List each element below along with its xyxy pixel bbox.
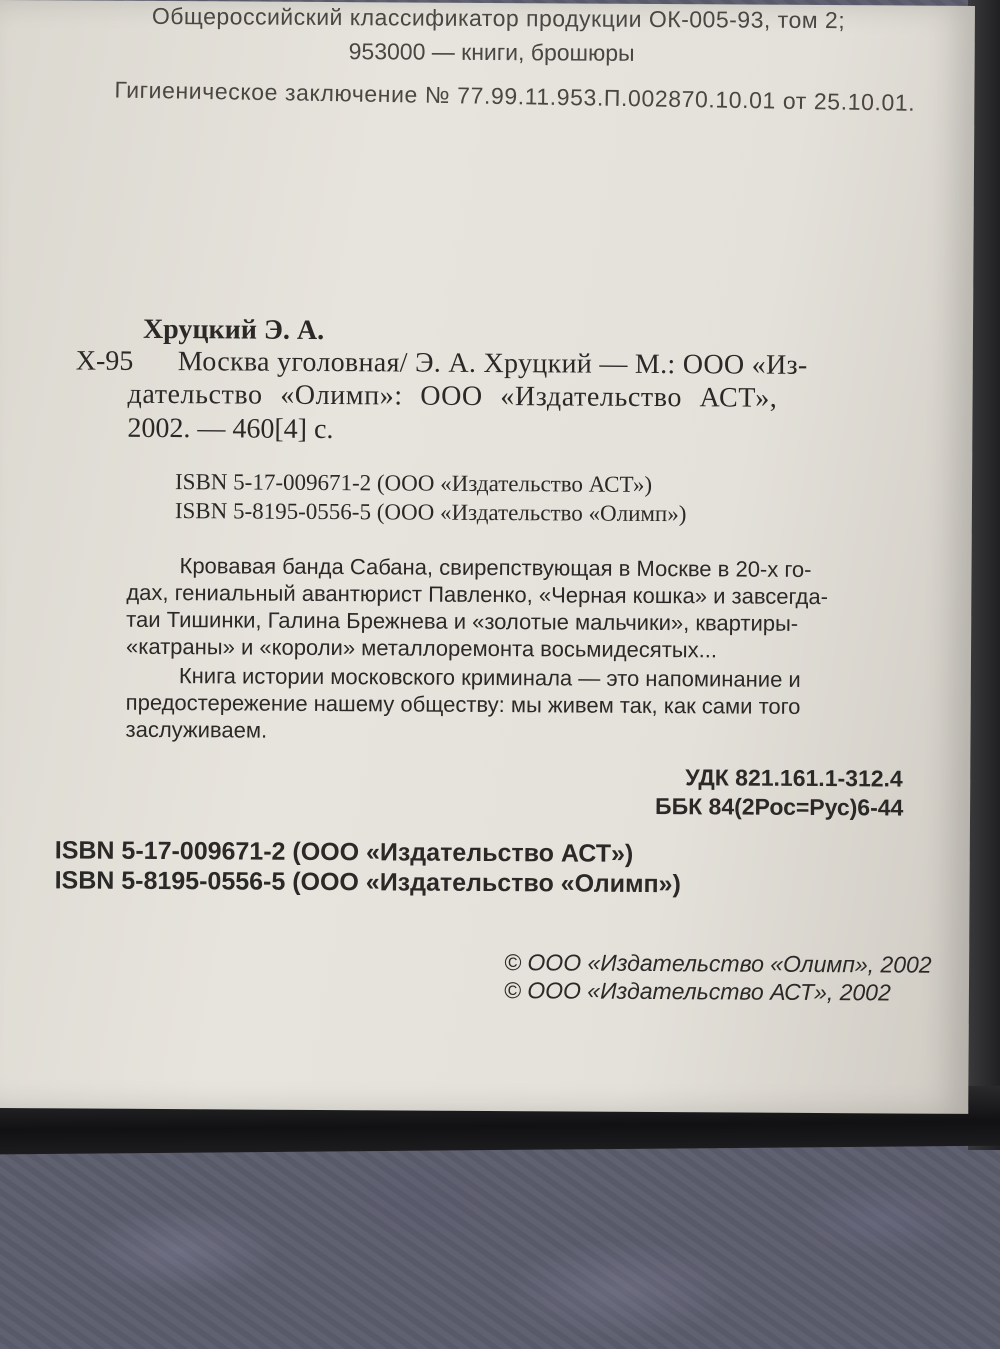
- copyright-ast: © ООО «Издательство АСТ», 2002: [503, 977, 891, 1006]
- isbn-olimp: ISBN 5-8195-0556-5 (ООО «Издательство «Олимп»): [54, 866, 681, 899]
- catalog-line-2: дательство «Олимп»: ООО «Издательство АСТ»,: [127, 378, 778, 414]
- show-through-mark: [279, 148, 280, 149]
- annotation-line: дах, гениальный авантюрист Павленко, «Черная кошка» и завсегда-: [126, 579, 829, 610]
- catalog-author: Хруцкий Э. А.: [142, 313, 325, 346]
- catalog-code: Х-95: [75, 345, 134, 377]
- annotation-line: предостережение нашему обществу: мы живем так, как сами того: [125, 689, 801, 719]
- udk-code: УДК 821.161.1-312.4: [685, 764, 903, 792]
- catalog-isbn-ast: ISBN 5-17-009671-2 (ООО «Издательство АСТ»): [174, 469, 653, 497]
- annotation-line: таи Тишинки, Галина Брежнева и «золотые мальчики», квартиры-: [126, 606, 799, 636]
- imprint-hygiene: Гигиеническое заключение № 77.99.11.953.П.002870.10.01 от 25.10.01.: [114, 76, 916, 116]
- imprint-category: 953000 — книги, брошюры: [348, 38, 635, 66]
- annotation-line: «катраны» и «короли» металлоремонта восьмидесятых...: [125, 633, 718, 663]
- annotation-line: Книга истории московского криминала — это напоминание и: [178, 663, 801, 692]
- catalog-line-3: 2002. — 460[4] с.: [127, 412, 334, 446]
- bbk-code: ББК 84(2Рос=Рус)6-44: [655, 793, 904, 821]
- catalog-line-1: Москва уголовная/ Э. А. Хруцкий — М.: ООО «Из-: [177, 346, 808, 381]
- imprint-classifier: Общероссийский классификатор продукции ОК-005-93, том 2;: [151, 2, 846, 34]
- isbn-ast: ISBN 5-17-009671-2 (ООО «Издательство АСТ»): [54, 836, 634, 868]
- annotation-line: заслуживаем.: [125, 716, 268, 743]
- copyright-olimp: © ООО «Издательство «Олимп», 2002: [504, 949, 932, 978]
- annotation-line: Кровавая банда Сабана, свирепствующая в Москве в 20-х го-: [179, 553, 812, 582]
- catalog-isbn-olimp: ISBN 5-8195-0556-5 (ООО «Издательство «Олимп»): [174, 498, 687, 527]
